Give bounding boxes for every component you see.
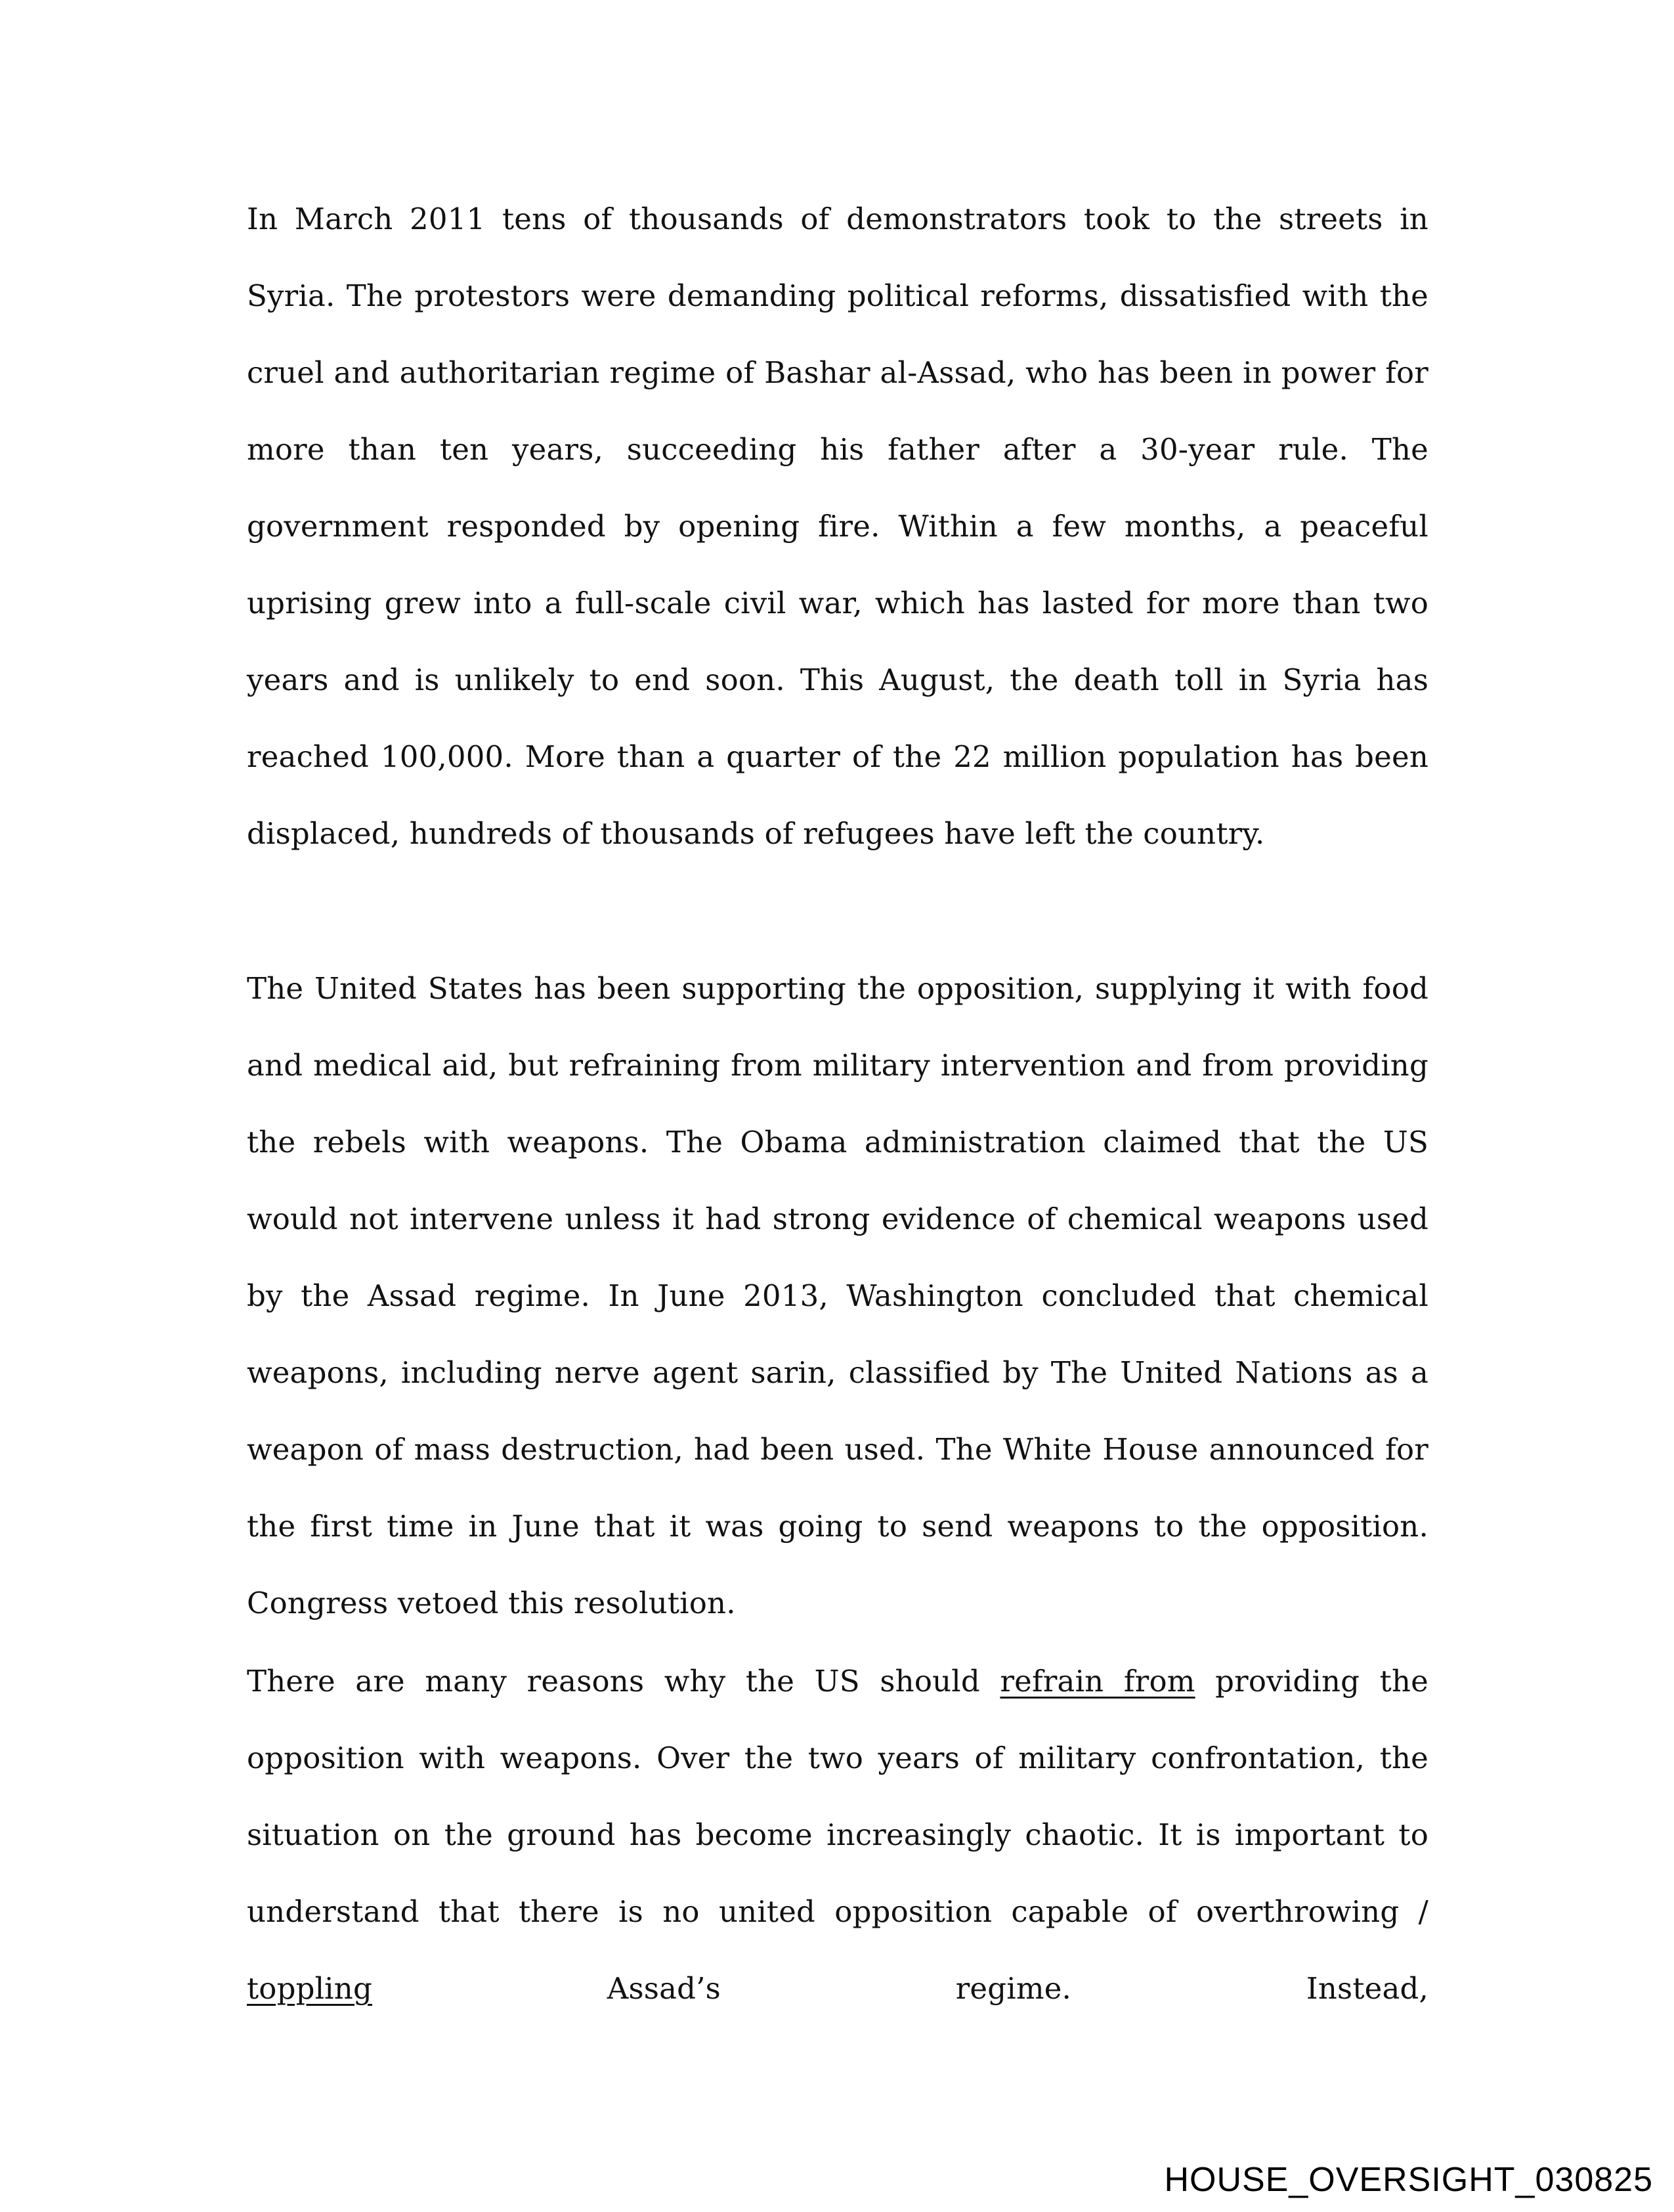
paragraph-3	[247, 1643, 1428, 2027]
paragraph-3-text-c: Assad’s regime. Instead,	[372, 1971, 1428, 2006]
paragraph-2: The United States has been supporting the opposition, supplying it with food and medical aid, but refraining from military intervention and from providing the rebels with weapons. The Obama administration claimed that the US would not intervene unless it had strong evidence of chemical weapons used by the Assad regime. In June 2013, Washington concluded that chemical weapons, including nerve agent sarin, classified by The United Nations as a weapon of mass destruction, had been used. The White House announced for the first time in June that it was going to send weapons to the opposition. Congress vetoed this resolution.	[247, 971, 1428, 1620]
paragraph-3-text-a: There are many reasons why the US should	[247, 1664, 1000, 1699]
bates-number: HOUSE_OVERSIGHT_030825	[1164, 2161, 1653, 2199]
underlined-word-toppling: toppling	[247, 1971, 372, 2006]
underlined-phrase-refrain-from: refrain from	[1000, 1664, 1195, 1699]
paragraph-1: In March 2011 tens of thousands of demonstrators took to the streets in Syria. The protestors were demanding political reforms, dissatisfied with the cruel and authoritarian regime of Bashar al-Assad, who has been in power for more than ten years, succeeding his father after a 30-year rule. The government responded by opening fire. Within a few months, a peaceful uprising grew into a full-scale civil war, which has lasted for more than two years and is unlikely to end soon. This August, the death toll in Syria has reached 100,000. More than a quarter of the 22 million population has been displaced, hundreds of thousands of refugees have left the country.	[247, 202, 1428, 851]
paragraph-3-text-b: providing the opposition with weapons. Over the two years of military confrontation, the situation on the ground has become increasingly chaotic. It is important to understand that there is no united opposition capable of overthrowing /	[247, 1664, 1428, 1929]
